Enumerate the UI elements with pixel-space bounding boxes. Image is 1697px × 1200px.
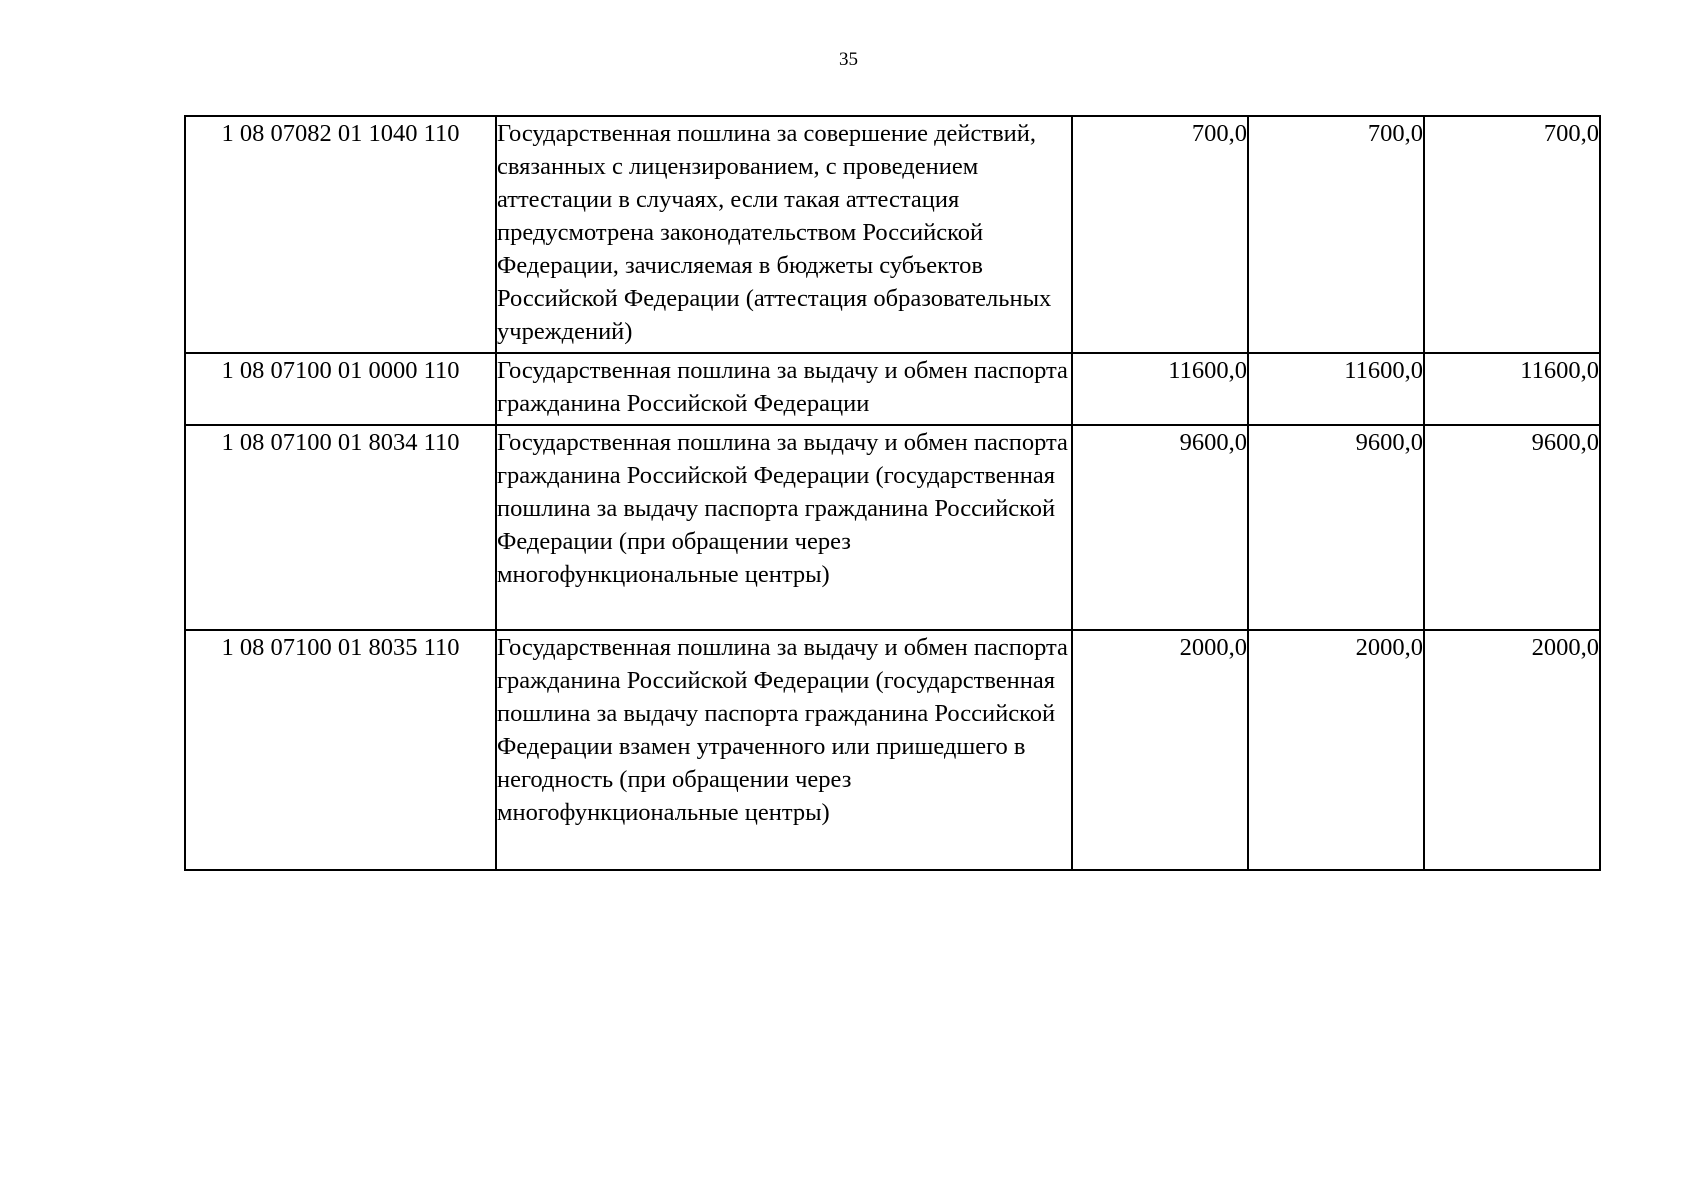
amount-cell-1: 700,0 — [1072, 116, 1248, 353]
amount-cell-3: 2000,0 — [1424, 630, 1600, 870]
table-row — [185, 353, 1600, 425]
description-cell: Государственная пошлина за выдачу и обмен паспорта гражданина Российской Федерации (государственная пошлина за выдачу паспорта гражданина Российской Федерации взамен утраченного или пришедшего в негодность (при обращении через многофункциональные центры) — [496, 630, 1072, 870]
amount-cell-1: 2000,0 — [1072, 630, 1248, 870]
amount-cell-2: 2000,0 — [1248, 630, 1424, 870]
amount-cell-2: 11600,0 — [1248, 353, 1424, 425]
amount-cell-3: 11600,0 — [1424, 353, 1600, 425]
amount-cell-1: 9600,0 — [1072, 425, 1248, 630]
amount-cell-3: 700,0 — [1424, 116, 1600, 353]
budget-code-cell: 1 08 07100 01 8035 110 — [185, 630, 496, 870]
amount-cell-2: 700,0 — [1248, 116, 1424, 353]
description-cell: Государственная пошлина за совершение действий, связанных с лицензированием, с проведением аттестации в случаях, если такая аттестация предусмотрена законодательством Российской Федерации, зачисляемая в бюджеты субъектов Российской Федерации (аттестация образовательных учреждений) — [496, 116, 1072, 353]
description-cell: Государственная пошлина за выдачу и обмен паспорта гражданина Российской Федерации — [496, 353, 1072, 425]
page-number: 35 — [839, 49, 858, 70]
table-row — [185, 630, 1600, 870]
description-cell: Государственная пошлина за выдачу и обмен паспорта гражданина Российской Федерации (государственная пошлина за выдачу паспорта гражданина Российской Федерации (при обращении через многофункциональные центры) — [496, 425, 1072, 630]
budget-revenue-table — [184, 115, 1601, 871]
amount-cell-2: 9600,0 — [1248, 425, 1424, 630]
amount-cell-1: 11600,0 — [1072, 353, 1248, 425]
budget-code-cell: 1 08 07100 01 8034 110 — [185, 425, 496, 630]
amount-cell-3: 9600,0 — [1424, 425, 1600, 630]
budget-code-cell: 1 08 07100 01 0000 110 — [185, 353, 496, 425]
table-row — [185, 116, 1600, 353]
budget-code-cell: 1 08 07082 01 1040 110 — [185, 116, 496, 353]
table-row — [185, 425, 1600, 630]
